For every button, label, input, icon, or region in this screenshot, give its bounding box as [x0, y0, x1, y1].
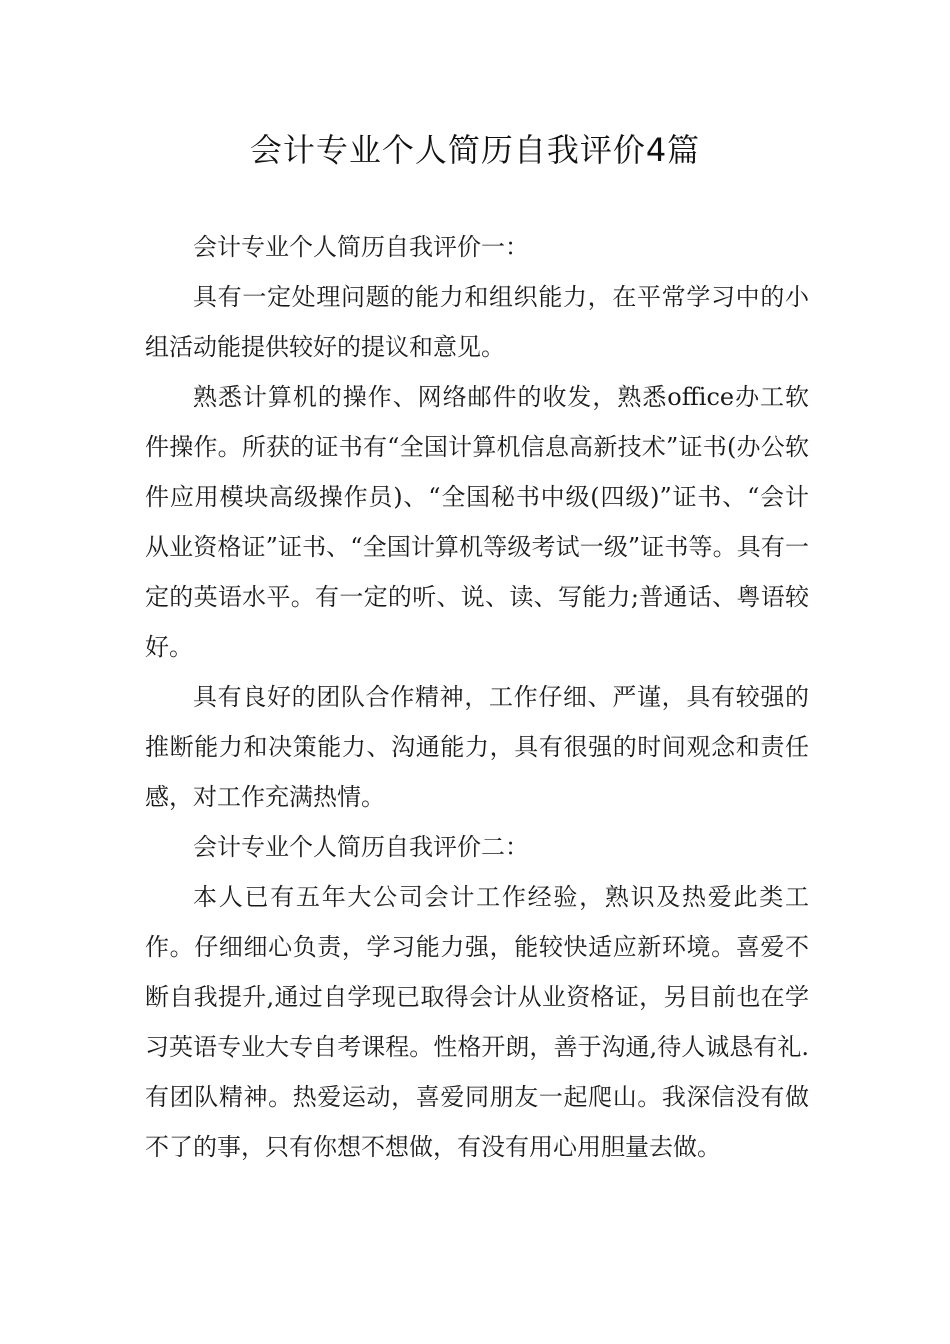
- paragraph: 具有一定处理问题的能力和组织能力，在平常学习中的小组活动能提供较好的提议和意见。: [145, 283, 809, 361]
- document-title: 会计专业个人简历自我评价4篇: [249, 131, 701, 169]
- section-heading-two: 会计专业个人简历自我评价二：: [193, 833, 529, 861]
- paragraph: 本人已有五年大公司会计工作经验，熟识及热爱此类工作。仔细细心负责，学习能力强，能较快适应新环境。喜爱不断自我提升,通过自学现已取得会计从业资格证，另目前也在学习英语专业大专自考课程。性格开朗，善于沟通,待人诚恳有礼.有团队精神。热爱运动，喜爱同朋友一起爬山。我深信没有做不了的事，只有你想不想做，有没有用心用胆量去做。: [145, 883, 809, 1161]
- paragraph: 熟悉计算机的操作、网络邮件的收发，熟悉office办工软件操作。所获的证书有“全国计算机信息高新技术”证书(办公软件应用模块高级操作员)、“全国秘书中级(四级)”证书、“会计从业资格证”证书、“全国计算机等级考试一级”证书等。具有一定的英语水平。有一定的听、说、读、写能力;普通话、粤语较好。: [145, 383, 809, 661]
- section-heading-one: 会计专业个人简历自我评价一：: [193, 233, 529, 261]
- document-body: [145, 222, 809, 1172]
- paragraph: 具有良好的团队合作精神，工作仔细、严谨，具有较强的推断能力和决策能力、沟通能力，具有很强的时间观念和责任感，对工作充满热情。: [145, 683, 809, 811]
